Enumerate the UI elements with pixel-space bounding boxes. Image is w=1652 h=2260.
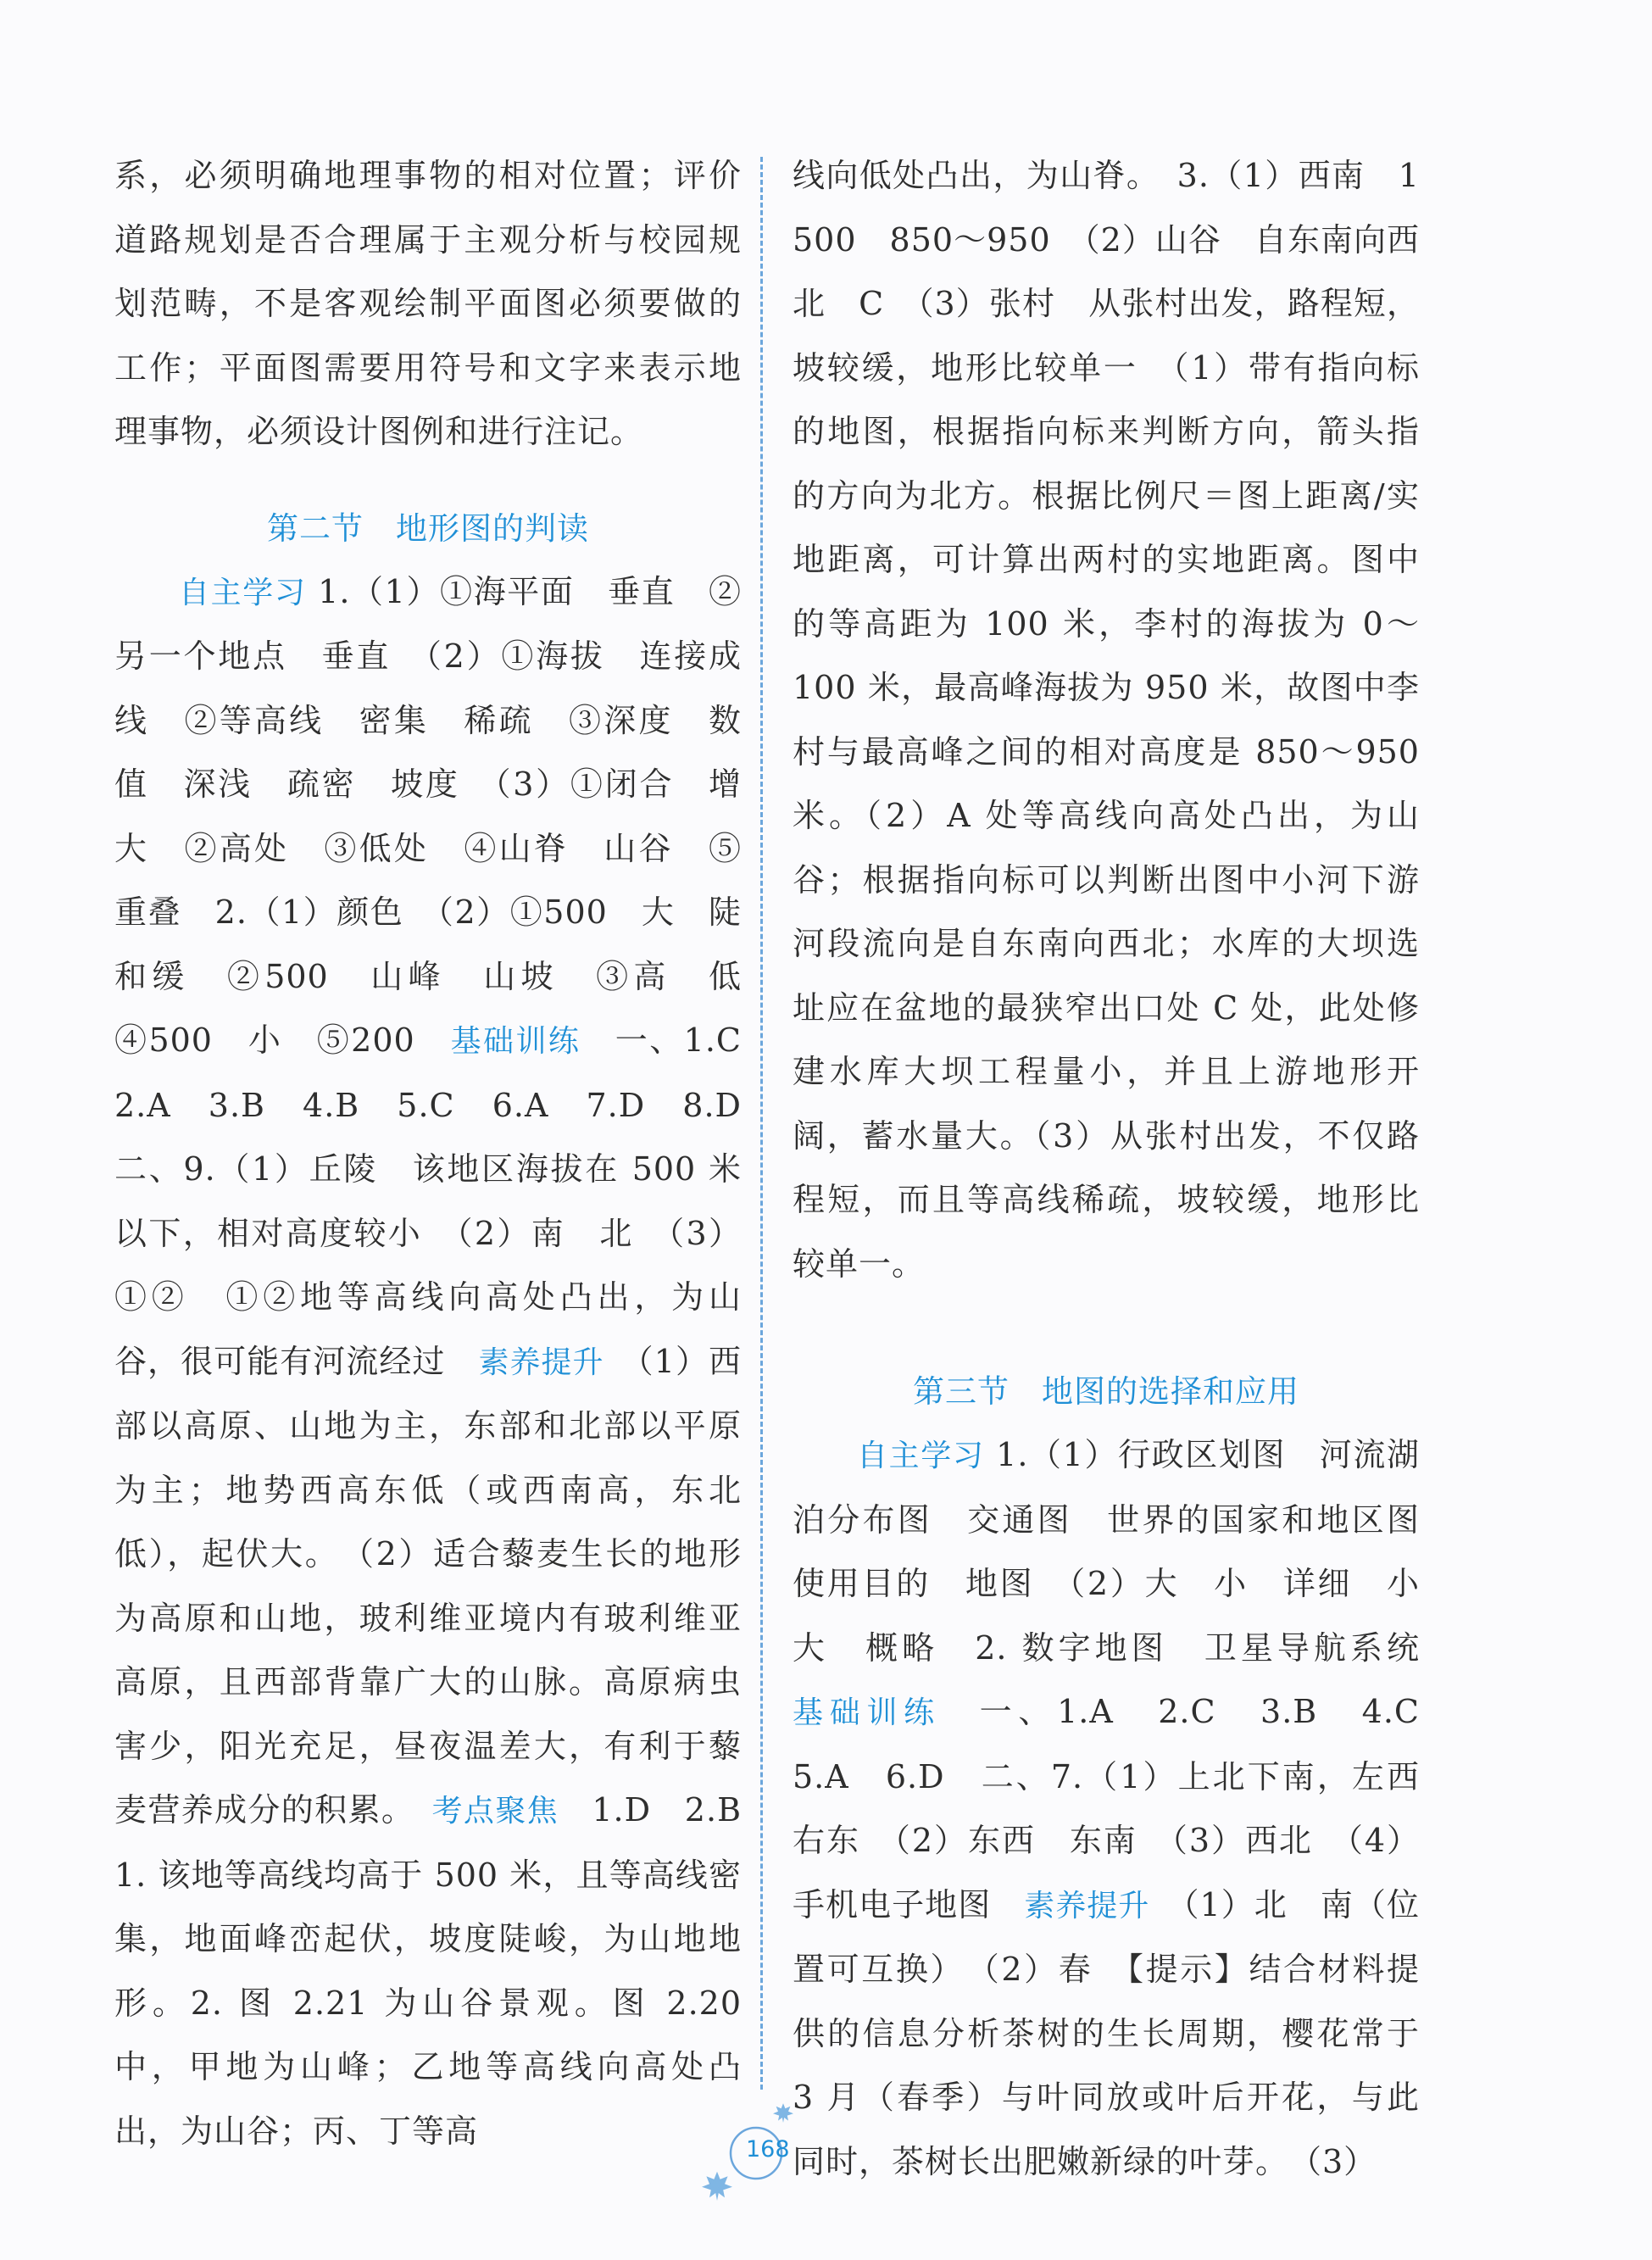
text-run: 1.（1）①海平面 垂直 ②另一个地点 垂直 （2）①海拔 连接成线 ②等高线 密集 稀疏 ③深度 数值 深浅 疏密 坡度 （3）①闭合 增大 ②高处 ③低处 ④山脊 山谷 ⑤重叠 2.（1）颜色 （2）①500 大 陡 和缓 ②500 山峰 山坡 ③高 低 ④500 小 ⑤200 (114, 572, 776, 1059)
keyword-suyang-tisheng: 素养提升 (478, 1344, 604, 1380)
spacer (114, 465, 742, 497)
spacer (793, 1296, 1420, 1360)
right-column (793, 144, 1454, 2194)
text-run: 一、1.C 2.A 3.B 4.B 5.C 6.A 7.D 8.D 二、9.（1）丘陵 该地区海拔在 500 米以下，相对高度较小 （2）南 北 （3）①② ①②地等高线向高处凸出，为山谷，很可能有河流经过 (114, 1021, 776, 1380)
section-title-3: 第三节 地图的选择和应用 (913, 1373, 1299, 1410)
keyword-zizhu-xuexi: 自主学习 (857, 1439, 985, 1473)
page-number: 168 (746, 2136, 790, 2163)
keyword-zizhu-xuexi: 自主学习 (179, 575, 307, 610)
text-run: （1）西部以高原、山地为主，东部和北部以平原为主；地势西高东低（或西南高，东北低），起伏大。 （2）适合藜麦生长的地形为高原和山地，玻利维亚境内有玻利维亚高原，且西部背靠广大的山脉。高原病虫害少，阳光充足，昼夜温差大，有利于藜麦营养成分的积累。 (114, 1342, 742, 1829)
text-run: 1.D 2.B 1. 该地等高线均高于 500 米，且等高线密集，地面峰峦起伏，坡度陡峻，为山地地形。2. 图 2.21 为山谷景观。图 2.20 中，甲地为山峰；乙地等高线向高处凸出，为山谷；丙、丁等高 (114, 1791, 776, 2150)
keyword-jichu-xunlian: 基础训练 (450, 1024, 581, 1059)
section-3-body (793, 1423, 1454, 2194)
text-run: （1）北 南（位置可互换） （2）春 【提示】结合材料提供的信息分析茶树的生长周期，樱花常于 3 月（春季）与叶同放或叶后开花，与此同时，茶树长出肥嫩新绿的叶芽。 （3） (793, 1885, 1420, 2180)
keyword-kaodian-jujiao: 考点聚焦 (431, 1794, 559, 1829)
section-title-2: 第二节 地形图的判读 (267, 509, 589, 547)
keyword-suyang-tisheng: 素养提升 (1024, 1888, 1150, 1923)
paragraph-continuation: 系，必须明确地理事物的相对位置；评价道路规划是否合理属于主观分析与校园规划范畴，不是客观绘制平面图必须要做的工作；平面图需要用符号和文字来表示地理事物，必须设计图例和进行注记。 (114, 157, 742, 450)
text-run: 一、1.A 2.C 3.B 4.C 5.A 6.D 二、7.（1）上北下南，左西右东 （2）东西 东南 （3）西北 （4）手机电子地图 (793, 1693, 1453, 1923)
column-divider (760, 157, 763, 2090)
keyword-jichu-xunlian: 基础训练 (793, 1695, 941, 1730)
paragraph-continuation: 线向低处凸出，为山脊。 3.（1）西南 1 500 850～950 （2）山谷 自东南向西北 C （3）张村 从张村出发，路程短，坡较缓，地形比较单一 （1）带有指向标的地图，根据指向标来判断方向，箭头指的方向为北方。根据比例尺＝图上距离/实地距离，可计算出两村的实地距离。图中的等高距为 100 米，李村的海拔为 0～100 米，最高峰海拔为 950 米，故图中李村与最高峰之间的相对高度是 850～950 米。（2）A 处等高线向高处凸出，为山谷；根据指向标可以判断出图中小河下游河段流向是自东南向西北；水库的大坝选址应在盆地的最狭窄出口处 C 处，此处修建水库大坝工程量小，并且上游地形开阔，蓄水量大。（3）从张村出发，不仅路程短，而且等高线稀疏，坡较缓，地形比较单一。 (793, 157, 1420, 1283)
text-run: 1.（1）行政区划图 河流湖泊分布图 交通图 世界的国家和地区图 使用目的 地图 （2）大 小 详细 小 大 概略 2. 数字地图 卫星导航系统 (793, 1436, 1454, 1667)
